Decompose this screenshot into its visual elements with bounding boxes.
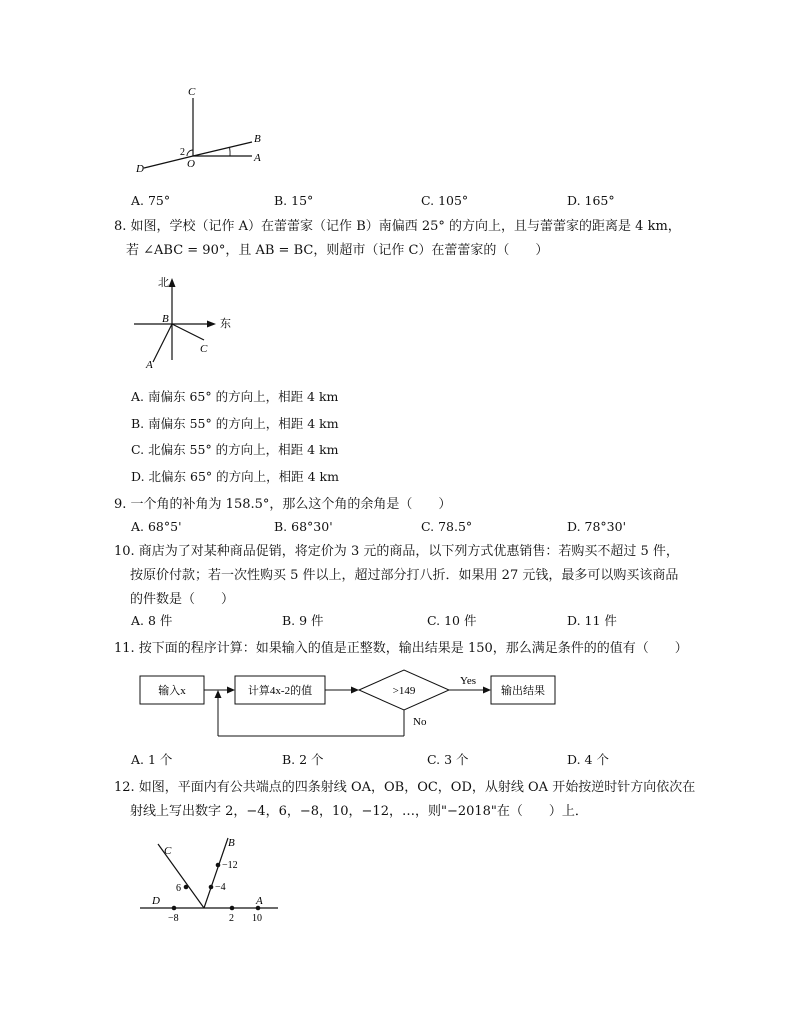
q10-option-d[interactable]: D. 11 件 [567,613,617,628]
q8-label-b: B [162,313,169,325]
q11-option-c[interactable]: C. 3 个 [427,752,469,767]
q12-num-minus12: −12 [222,860,238,871]
q12-question-line1: 12. 如图，平面内有公共端点的四条射线 OA，OB，OC，OD，从射线 OA 开始按逆时针方向依次在 [114,780,696,795]
q9-option-a[interactable]: A. 68°5' [131,519,182,534]
q8-option-d[interactable]: D. 北偏东 65° 的方向上，相距 4 km [131,469,339,484]
q7-option-d[interactable]: D. 165° [567,193,615,208]
q9-option-b[interactable]: B. 68°30' [274,519,333,534]
q11-flowchart [130,664,570,744]
flow-output-text: 输出结果 [501,685,545,697]
q8-label-east: 东 [220,318,231,330]
q7-label-b: B [254,133,261,145]
q8-label-north: 北 [158,277,169,289]
q8-option-b[interactable]: B. 南偏东 55° 的方向上，相距 4 km [131,416,339,431]
q7-option-b[interactable]: B. 15° [274,193,314,208]
q12-label-c: C [164,845,172,857]
q12-label-b: B [228,837,235,849]
q10-question-line2: 按原价付款；若一次性购买 5 件以上，超过部分打八折．如果用 27 元钱，最多可以购买该商品 [130,568,679,583]
flow-no-label: No [413,716,427,728]
q10-option-b[interactable]: B. 9 件 [282,613,324,628]
q12-num-minus4: −4 [215,882,226,893]
q7-label-c: C [188,86,196,98]
q8-figure [128,272,238,372]
q7-label-d: D [136,163,144,175]
q12-figure [136,832,286,926]
flow-yes-label: Yes [460,675,477,687]
q12-num-6: 6 [176,883,181,894]
q7-label-a: A [254,152,261,164]
q12-num-minus8: −8 [168,913,179,924]
q10-option-a[interactable]: A. 8 件 [131,613,173,628]
q11-option-b[interactable]: B. 2 个 [282,752,324,767]
q11-option-a[interactable]: A. 1 个 [131,752,173,767]
q12-question-line2: 射线上写出数字 2，−4，6，−8，10，−12，…，则"−2018"在（ ）上． [130,804,588,819]
q7-label-angle2: 2 [180,147,185,158]
q8-question-line1: 8. 如图，学校（记作 A）在蕾蕾家（记作 B）南偏西 25° 的方向上，且与蕾蕾家的距离是 4 km， [114,219,681,234]
flow-condition-text: >149 [392,685,416,697]
q8-option-c[interactable]: C. 北偏东 55° 的方向上，相距 4 km [131,442,339,457]
q7-label-o: O [187,158,195,170]
flow-compute-text: 计算4x-2的值 [247,685,313,697]
q9-question-line1: 9. 一个角的补角为 158.5°，那么这个角的余角是（ ） [114,497,452,512]
q7-figure [130,82,280,177]
q10-question-line1: 10. 商店为了对某种商品促销，将定价为 3 元的商品，以下列方式优惠销售：若购买不超过 5 件， [114,544,679,559]
q7-option-c[interactable]: C. 105° [421,193,469,208]
q12-num-2: 2 [229,913,234,924]
q11-question-line1: 11. 按下面的程序计算：如果输入的值是正整数，输出结果是 150，那么满足条件的的值有（ ） [114,641,688,656]
q8-label-c: C [200,343,208,355]
q12-label-a: A [256,895,263,907]
q8-option-a[interactable]: A. 南偏东 65° 的方向上，相距 4 km [131,389,339,404]
q10-option-c[interactable]: C. 10 件 [427,613,477,628]
flow-input-text: 输入x [158,685,186,697]
q12-num-10: 10 [252,913,262,924]
q8-label-a: A [146,359,153,371]
q9-option-d[interactable]: D. 78°30' [567,519,627,534]
q12-label-d: D [152,895,160,907]
q7-option-a[interactable]: A. 75° [131,193,171,208]
q9-option-c[interactable]: C. 78.5° [421,519,473,534]
q8-question-line2: 若 ∠ABC = 90°，且 AB = BC，则超市（记作 C）在蕾蕾家的（ ） [126,243,549,258]
q11-option-d[interactable]: D. 4 个 [567,752,609,767]
q10-question-line3: 的件数是（ ） [130,592,235,607]
